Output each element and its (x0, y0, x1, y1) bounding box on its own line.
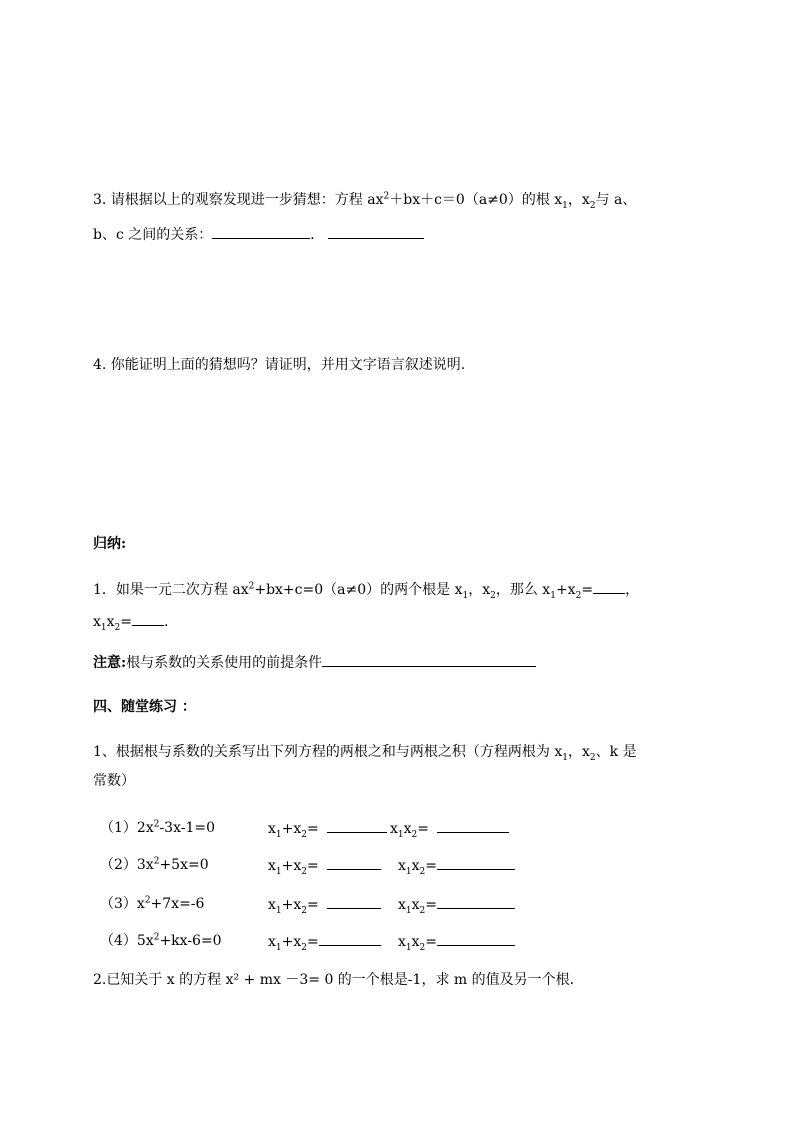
sum-field-4 (268, 931, 381, 952)
q3-text-a: 3. 请根据以上的观察发现进一步猜想：方程 ax (93, 192, 384, 208)
summary-text: = (581, 582, 594, 598)
superscript: 2 (153, 856, 160, 867)
superscript: 2 (248, 581, 255, 592)
exercise-text: ，x (568, 744, 590, 760)
answer-blank[interactable] (437, 894, 515, 909)
var: x (268, 821, 276, 837)
var: x (411, 858, 420, 874)
answer-blank[interactable] (328, 224, 424, 239)
var: = (425, 897, 438, 913)
subscript: 1 (550, 590, 556, 601)
subscript: 1 (397, 829, 404, 840)
summary-text: . (164, 614, 169, 630)
answer-blank[interactable] (437, 818, 509, 833)
subscript: 2 (490, 590, 496, 601)
summary-text: ，x (468, 582, 491, 598)
summary-text: = (120, 614, 133, 630)
sum-field-2 (268, 855, 381, 876)
var: = (425, 858, 438, 874)
question-3-line-2 (93, 224, 424, 245)
sum-field-3 (268, 894, 381, 915)
summary-text: +x (555, 582, 576, 598)
answer-blank[interactable] (212, 224, 310, 239)
subscript: 1 (405, 942, 412, 953)
var: +x (281, 897, 302, 913)
var: x (268, 858, 276, 874)
equation-text: （3）x (100, 896, 145, 912)
note-text: 根与系数的关系使用的前提条件 (126, 655, 323, 671)
subscript: 1 (462, 590, 469, 601)
sum-blank[interactable] (593, 579, 625, 594)
equation-text: +kx-6=0 (159, 933, 222, 949)
var: x (390, 821, 398, 837)
section-4-heading: 四、随堂练习 ： (93, 699, 196, 715)
subscript: 1 (275, 905, 282, 916)
answer-blank[interactable] (319, 931, 381, 946)
equation-text: +7x=-6 (150, 896, 205, 912)
exercise-text: 1、根据根与系数的关系写出下列方程的两根之和与两根之积（方程两根为 x (93, 744, 563, 760)
product-field-2 (398, 855, 515, 876)
subscript: 2 (575, 590, 582, 601)
product-field-4 (398, 931, 515, 952)
product-blank[interactable] (132, 611, 164, 626)
equation-text: +5x=0 (159, 857, 209, 873)
subscript: 2 (301, 942, 308, 953)
var: x (411, 897, 420, 913)
subscript: 1 (275, 829, 282, 840)
answer-blank[interactable] (437, 855, 515, 870)
question-3-line-1 (93, 190, 636, 210)
q3-text-d: 与 a、 (595, 192, 637, 208)
subscript: 2 (301, 829, 308, 840)
exercise-equation-4 (100, 931, 222, 951)
subscript: 2 (301, 866, 308, 877)
var: x (411, 934, 420, 950)
subscript: 1 (562, 752, 568, 763)
var: = (307, 858, 319, 874)
exercise-equation-3 (100, 894, 204, 914)
exercise-1-line-1 (93, 742, 637, 762)
subscript: 1 (275, 866, 282, 877)
summary-text: ， (625, 582, 640, 598)
note-line (93, 652, 536, 673)
q3-text-b: ＋bx＋c＝0（a≠0）的根 x (389, 192, 563, 208)
summary-text: 1．如果一元二次方程 ax (93, 582, 249, 598)
subscript: 2 (589, 200, 596, 211)
subscript: 1 (100, 622, 107, 633)
var: = (425, 934, 438, 950)
summary-text: +bx+c=0（a≠0）的两个根是 x (254, 582, 463, 598)
summary-item-1-cont (93, 611, 168, 632)
summary-item-1 (93, 579, 639, 600)
summary-heading: 归纳: (93, 536, 127, 552)
separator: ． (310, 227, 325, 243)
answer-blank[interactable] (437, 931, 515, 946)
exercise-equation-2 (100, 855, 209, 875)
subscript: 1 (562, 200, 568, 211)
q3-relation-label: b、c 之间的关系： (93, 227, 213, 243)
equation-text: （1）2x (100, 820, 154, 836)
note-blank[interactable] (322, 652, 536, 667)
question-4: 4. 你能证明上面的猜想吗？请证明，并用文字语言叙述说明. (93, 357, 466, 373)
answer-blank[interactable] (327, 894, 381, 909)
q3-text-c: ，x (567, 192, 590, 208)
superscript: 2 (144, 895, 151, 906)
var: x (403, 821, 412, 837)
var: x (398, 897, 406, 913)
exercise-equation-1 (100, 818, 215, 838)
equation-text: （2）3x (100, 857, 154, 873)
var: x (398, 858, 406, 874)
summary-text: ，那么 x (495, 582, 551, 598)
var: +x (281, 821, 302, 837)
equation-text: （4）5x (100, 933, 154, 949)
var: x (398, 934, 406, 950)
summary-text: x (93, 614, 101, 630)
answer-blank[interactable] (327, 818, 387, 833)
product-field-1 (390, 818, 509, 839)
var: x (268, 897, 276, 913)
superscript: 2 (153, 819, 160, 830)
subscript: 2 (419, 905, 426, 916)
answer-blank[interactable] (327, 855, 381, 870)
subscript: 2 (411, 829, 418, 840)
subscript: 1 (405, 866, 412, 877)
subscript: 2 (114, 622, 121, 633)
subscript: 2 (301, 905, 308, 916)
subscript: 1 (275, 942, 282, 953)
var: x (268, 934, 276, 950)
sum-field-1 (268, 818, 387, 839)
superscript: 2 (383, 191, 390, 202)
equation-text: -3x-1=0 (159, 820, 216, 836)
superscript: 2 (153, 932, 160, 943)
subscript: 1 (405, 905, 412, 916)
var: = (307, 897, 319, 913)
var: +x (281, 934, 302, 950)
product-field-3 (398, 894, 515, 915)
exercise-1-line-2: 常数） (93, 773, 135, 789)
summary-text: x (106, 614, 115, 630)
note-label: 注意: (93, 655, 127, 671)
var: = (307, 934, 319, 950)
exercise-2: 2.已知关于 x 的方程 x² + mx －3= 0 的一个根是-1，求 m 的值及另一个根. (93, 972, 575, 988)
var: +x (281, 858, 302, 874)
exercise-text: 、k 是 (595, 744, 637, 760)
var: = (307, 821, 319, 837)
subscript: 2 (589, 752, 596, 763)
subscript: 2 (419, 866, 426, 877)
subscript: 2 (419, 942, 426, 953)
var: = (417, 821, 430, 837)
